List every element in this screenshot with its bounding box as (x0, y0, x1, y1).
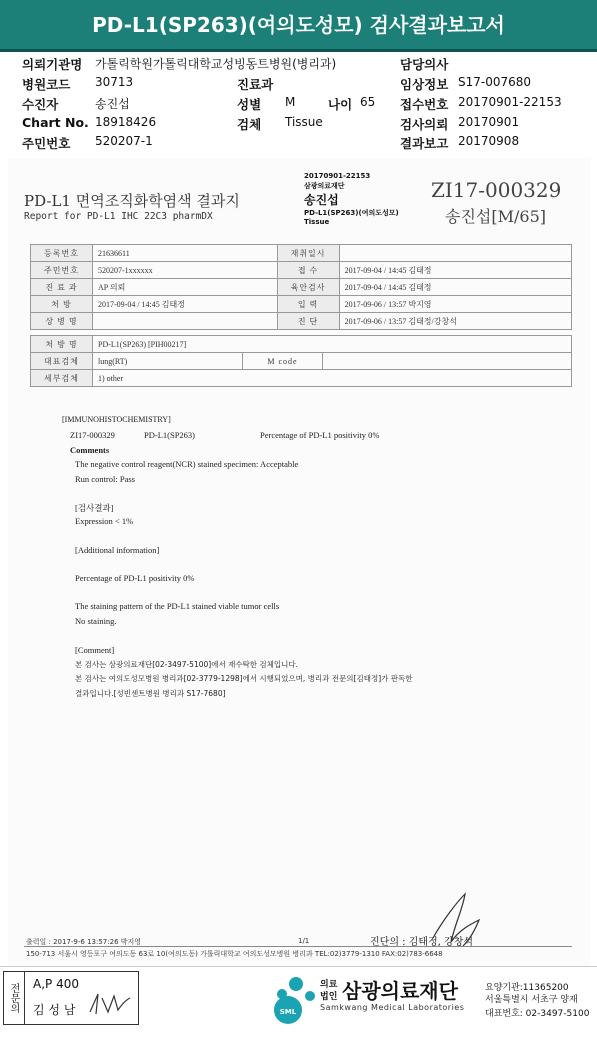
mcode-label: M code (243, 353, 323, 370)
doctor-label: 담당의사 (400, 57, 449, 72)
table-row (31, 279, 572, 296)
logo-small-bottom: 법인 (320, 992, 338, 1002)
info-value: 2017-09-04 / 14:45 김태정 (93, 296, 278, 313)
info-value-2: 2017-09-04 / 14:45 김태정 (339, 279, 571, 296)
ihc-case-no: ZI17-000329 (70, 430, 115, 440)
order-label: 처 방 명 (31, 336, 93, 353)
logo-english: Samkwang Medical Laboratories (320, 1003, 465, 1012)
expression-line: Expression < 1% (75, 516, 134, 526)
chart-label: Chart No. (22, 115, 89, 130)
section-ihc: [IMMUNOHISTOCHEMISTRY] (62, 415, 171, 424)
age-value: 65 (360, 95, 376, 109)
specimen-label-type: Tissue (304, 218, 330, 226)
sex-value: M (285, 95, 296, 109)
order-table (30, 335, 572, 387)
sml-logo-icon (266, 974, 320, 1026)
clinical-info-label: 임상정보 (400, 77, 449, 92)
age-label: 나이 (328, 97, 353, 112)
info-value-2: 2017-09-06 / 13:57 김태정/강창석 (339, 313, 571, 330)
info-value-2 (339, 245, 571, 262)
table-row (31, 262, 572, 279)
stamp-side-label: 전문의 (3, 971, 25, 1025)
main-specimen-value: lung(RT) (93, 353, 243, 370)
no-staining-line: No staining. (75, 616, 117, 626)
table-row (31, 336, 572, 353)
info-label: 등록번호 (31, 245, 93, 262)
case-number: ZI17-000329 (431, 178, 562, 202)
chart-value: 18918426 (95, 115, 157, 129)
info-value-2: 2017-09-04 / 14:45 김태정 (339, 262, 571, 279)
page-number: 1/1 (298, 937, 310, 945)
specimen-label-org: 삼광의료재단 (304, 182, 345, 190)
info-value (93, 313, 278, 330)
diagnosed-by: 진단의 : 김태정, 강창석 (370, 937, 474, 948)
pathologist-signature (425, 890, 485, 950)
scan-title-kr: PD-L1 면역조직화학염색 결과지 (24, 192, 240, 210)
info-label-2: 진 단 (277, 313, 339, 330)
scan-title-en: Report for PD-L1 IHC 22C3 pharmDX (24, 211, 213, 222)
logo-name: 삼광의료재단 (342, 979, 458, 1003)
table-row (31, 353, 572, 370)
institution-value: 가톨릭학원가톨릭대학교성빙동트병원(병리과) (95, 57, 337, 71)
info-value-2: 2017-09-06 / 13:57 박지영 (339, 296, 571, 313)
run-control-line: Run control: Pass (75, 474, 135, 484)
specimen-value: Tissue (285, 115, 323, 129)
sub-specimen-value: 1) other (93, 370, 572, 387)
sub-specimen-label: 세부검체 (31, 370, 93, 387)
info-label-2: 육안검사 (277, 279, 339, 296)
info-value: AP 의뢰 (93, 279, 278, 296)
stamp-line-1: A,P 400 (33, 977, 79, 991)
table-row (31, 245, 572, 262)
report-date-label: 결과보고 (400, 136, 449, 151)
info-value: 520207-1xxxxxx (93, 262, 278, 279)
result-heading: [검사결과] (75, 503, 114, 513)
stamp-line-2: 김 성 남 (33, 1003, 76, 1017)
footer-divider (24, 946, 572, 947)
info-label-2: 접 수 (277, 262, 339, 279)
accession-label: 접수번호 (400, 97, 449, 112)
comment-heading: [Comment] (75, 645, 115, 655)
lab-address: 서울특별시 서초구 양재 (485, 995, 578, 1005)
patient-name-big: 송진섭[M/65] (445, 207, 546, 226)
hospital-code-value: 30713 (95, 75, 134, 89)
request-label: 검사의뢰 (400, 117, 449, 132)
comment-line-1: 본 검사는 삼광의료재단[02-3497-5100]에서 재수탁한 검체입니다. (75, 660, 299, 669)
info-label: 주민번호 (31, 262, 93, 279)
info-label: 진 료 과 (31, 279, 93, 296)
patient-label: 수진자 (22, 97, 59, 112)
ssn-value: 520207-1 (95, 134, 153, 148)
comment-line-3: 결과입니다.[성빈센트병원 병리과 S17-7680] (75, 689, 226, 698)
request-value: 20170901 (458, 115, 520, 129)
ssn-label: 주민번호 (22, 136, 71, 151)
ihc-test: PD-L1(SP263) (144, 430, 196, 440)
hospital-address: 150-713 서울시 영등포구 여의도동 63로 10(여의도동) 가톨릭대학교 여의도성모병원 병리과 TEL:02)3779-1310 FAX:02)783-6648 (26, 950, 443, 958)
specimen-label-number: 20170901-22153 (304, 172, 371, 180)
additional-heading: [Additional information] (75, 545, 160, 555)
main-phone: 대표번호: 02-3497-5100 (485, 1009, 590, 1019)
institution-code: 요양기관:11365200 (485, 983, 569, 993)
dept-label: 진료과 (237, 77, 274, 92)
clinical-info-value: S17-007680 (458, 75, 532, 89)
accession-value: 20170901-22153 (458, 95, 562, 109)
report-title: PD-L1(SP263)(여의도성모) 검사결과보고서 (0, 0, 597, 52)
ihc-result: Percentage of PD-L1 positivity 0% (260, 430, 380, 440)
institution-label: 의뢰기관명 (22, 57, 83, 72)
comment-line-2: 본 검사는 여의도성모병원 병리과[02-3779-1298]에서 시행되었으며, 병리과 전문의[김태정]가 판독한 (75, 674, 413, 683)
hospital-code-label: 병원코드 (22, 77, 71, 92)
patient-value: 송진섭 (95, 97, 130, 111)
specimen-label-test: PD-L1(SP263)(여의도성모) (304, 209, 399, 217)
positivity-line: Percentage of PD-L1 positivity 0% (75, 573, 195, 583)
main-specimen-label: 대표검체 (31, 353, 93, 370)
report-date-value: 20170908 (458, 134, 520, 148)
specimen-label: 검체 (237, 117, 262, 132)
comments-heading: Comments (70, 445, 110, 455)
info-label-2: 재취일시 (277, 245, 339, 262)
specimen-label-name: 송진섭 (304, 193, 339, 207)
sml-logo-text: SML (279, 1008, 297, 1016)
print-info: 출력일 : 2017-9-6 13:57:26 박지영 (26, 938, 142, 946)
table-row (31, 370, 572, 387)
info-label: 처 방 (31, 296, 93, 313)
logo-small-top: 의료 (320, 980, 338, 990)
stamp-signature (88, 990, 132, 1018)
table-row (31, 296, 572, 313)
table-row (31, 313, 572, 330)
info-table (30, 244, 572, 330)
info-value: 21636611 (93, 245, 278, 262)
sex-label: 성별 (237, 97, 262, 112)
mcode-value (323, 353, 572, 370)
info-label: 상 병 명 (31, 313, 93, 330)
order-value: PD-L1(SP263) [PIH00217] (93, 336, 572, 353)
ncr-line: The negative control reagent(NCR) stained specimen: Acceptable (75, 459, 299, 469)
info-label-2: 입 력 (277, 296, 339, 313)
staining-pattern-line: The staining pattern of the PD-L1 stained viable tumor cells (75, 601, 280, 611)
